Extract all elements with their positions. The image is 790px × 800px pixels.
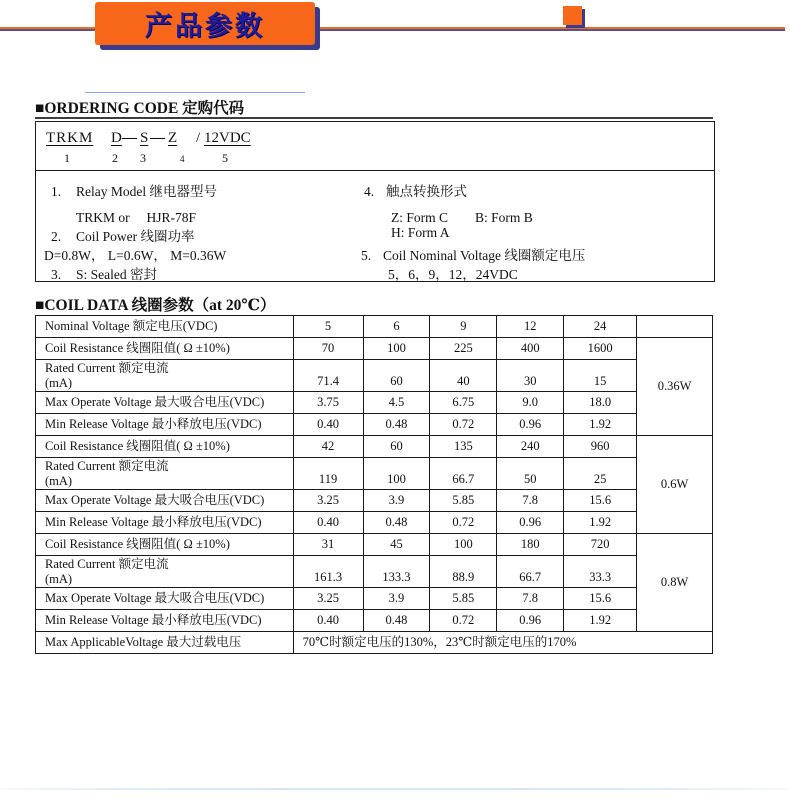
note-text: 5，6，9，12，24VDC: [388, 267, 518, 282]
value-cell: 6.75: [430, 392, 497, 414]
row-label: [36, 458, 294, 490]
note-line: [364, 180, 467, 200]
value-cell: 50: [497, 458, 564, 490]
value-cell: 4.5: [363, 392, 430, 414]
code-dash: —: [122, 130, 137, 146]
value-cell: 9.0: [497, 392, 564, 414]
row-label: Max Operate Voltage 最大吸合电压(VDC): [36, 490, 294, 512]
note-number: 1.: [51, 184, 62, 199]
table-row: [36, 588, 713, 610]
row-label: Coil Resistance 线圈阻值( Ω ±10%): [36, 338, 294, 360]
table-row: [36, 512, 713, 534]
coil-data-heading: ■COIL DATA 线圈参数（at 20℃）: [35, 297, 276, 314]
table-row: [36, 338, 713, 360]
row-label: Coil Resistance 线圈阻值( Ω ±10%): [36, 436, 294, 458]
row-label: Coil Resistance 线圈阻值( Ω ±10%): [36, 534, 294, 556]
value-cell: 3.9: [363, 588, 430, 610]
value-cell: 3.9: [363, 490, 430, 512]
value-cell: 42: [293, 436, 363, 458]
code-index-2: 2: [112, 151, 118, 165]
note-text: Coil Power 线圈功率: [76, 229, 195, 244]
value-cell: 0.40: [293, 512, 363, 534]
value-cell: 3.25: [293, 588, 363, 610]
value-cell: 100: [363, 338, 430, 360]
value-cell: 133.3: [363, 556, 430, 588]
table-row: [36, 490, 713, 512]
code-index-5: 5: [222, 151, 228, 165]
row-label: Max Operate Voltage 最大吸合电压(VDC): [36, 588, 294, 610]
value-cell: 60: [363, 360, 430, 392]
row-label: Min Release Voltage 最小释放电压(VDC): [36, 610, 294, 632]
note-text: Z: Form C B: Form B: [391, 210, 533, 225]
value-cell: 0.96: [497, 610, 564, 632]
code-part-voltage: 12VDC: [204, 130, 251, 146]
value-cell: 40: [430, 360, 497, 392]
table-row: [36, 316, 713, 338]
power-cell: 0.8W: [637, 534, 713, 632]
value-cell: 100: [363, 458, 430, 490]
table-row: [36, 632, 713, 654]
code-part-model: TRKM: [46, 130, 94, 146]
note-text: Relay Model 继电器型号: [76, 184, 217, 199]
note-number: 2.: [51, 229, 62, 244]
value-cell: 66.7: [430, 458, 497, 490]
value-cell: 720: [564, 534, 637, 556]
value-cell: 400: [497, 338, 564, 360]
value-cell: 960: [564, 436, 637, 458]
value-cell: 24: [564, 316, 637, 338]
value-cell: 30: [497, 360, 564, 392]
table-row: [36, 458, 713, 490]
table-row: [36, 436, 713, 458]
table-row: [36, 392, 713, 414]
row-label-line2: (mA): [45, 473, 73, 488]
note-text: TRKM or HJR-78F: [76, 210, 197, 225]
code-part-form: Z: [168, 130, 178, 146]
value-cell: 0.40: [293, 610, 363, 632]
note-text: S: Sealed 密封: [76, 267, 157, 282]
row-label-line1: Rated Current 额定电流: [45, 458, 169, 473]
value-cell: 1.92: [564, 610, 637, 632]
value-cell: 1.92: [564, 512, 637, 534]
value-cell: 15: [564, 360, 637, 392]
note-number: 5.: [361, 248, 372, 263]
code-slash: /: [196, 130, 201, 146]
banner-title: 产品参数: [145, 11, 265, 42]
value-cell: 70: [293, 338, 363, 360]
code-index-1: 1: [64, 151, 70, 165]
table-row: [36, 414, 713, 436]
value-cell: 7.8: [497, 490, 564, 512]
row-label: [36, 360, 294, 392]
row-label: Max ApplicableVoltage 最大过载电压: [36, 632, 294, 654]
value-cell: 1.92: [564, 414, 637, 436]
value-cell: 45: [363, 534, 430, 556]
value-cell: 15.6: [564, 588, 637, 610]
note-text: H: Form A: [391, 225, 450, 240]
value-cell: 0.72: [430, 414, 497, 436]
note-line: [388, 263, 518, 283]
value-cell: 0.48: [363, 512, 430, 534]
code-index-3: 3: [140, 151, 146, 165]
table-row: [36, 360, 713, 392]
value-cell: 0.48: [363, 414, 430, 436]
value-cell: 71.4: [293, 360, 363, 392]
code-index-4: 4: [180, 154, 185, 164]
value-cell: 119: [293, 458, 363, 490]
power-empty-cell: [637, 316, 713, 338]
value-cell: 5.85: [430, 490, 497, 512]
coil-data-table: [35, 315, 713, 654]
value-cell: 5.85: [430, 588, 497, 610]
row-label-line1: Rated Current 额定电流: [45, 556, 169, 571]
note-number: 4.: [364, 184, 375, 199]
code-part-sealed: S: [140, 130, 149, 146]
ordering-heading-underline: [35, 117, 713, 119]
value-cell: 0.40: [293, 414, 363, 436]
value-cell: 66.7: [497, 556, 564, 588]
ordering-code-heading: ■ORDERING CODE 定购代码: [35, 100, 245, 117]
note-line: [51, 180, 217, 200]
row-label: Min Release Voltage 最小释放电压(VDC): [36, 414, 294, 436]
value-cell: 31: [293, 534, 363, 556]
note-line: [51, 225, 195, 245]
table-row: [36, 556, 713, 588]
note-line: [391, 206, 533, 226]
value-cell: 161.3: [293, 556, 363, 588]
value-cell: 60: [363, 436, 430, 458]
value-cell: 7.8: [497, 588, 564, 610]
value-cell: 3.25: [293, 490, 363, 512]
note-number: 3.: [51, 267, 62, 282]
code-part-power: D: [111, 130, 122, 146]
value-cell: 88.9: [430, 556, 497, 588]
row-label: Max Operate Voltage 最大吸合电压(VDC): [36, 392, 294, 414]
value-cell: 240: [497, 436, 564, 458]
value-cell: 3.75: [293, 392, 363, 414]
value-cell: 100: [430, 534, 497, 556]
value-cell: 0.72: [430, 512, 497, 534]
note-text: D=0.8W， L=0.6W， M=0.36W: [44, 248, 227, 263]
row-label-line1: Rated Current 额定电流: [45, 360, 169, 375]
value-cell: 18.0: [564, 392, 637, 414]
table-row: [36, 610, 713, 632]
row-label: Min Release Voltage 最小释放电压(VDC): [36, 512, 294, 534]
value-cell: 0.96: [497, 414, 564, 436]
table-row: [36, 534, 713, 556]
value-cell: 9: [430, 316, 497, 338]
note-line: [44, 244, 226, 264]
note-line: [361, 244, 585, 264]
value-cell: 0.72: [430, 610, 497, 632]
note-line: [76, 206, 196, 226]
note-text: Coil Nominal Voltage 线圈额定电压: [383, 248, 586, 263]
value-cell: 25: [564, 458, 637, 490]
footer-value-cell: 70℃时额定电压的130%，23℃时额定电压的170%: [293, 632, 712, 654]
value-cell: 135: [430, 436, 497, 458]
value-cell: 225: [430, 338, 497, 360]
section-banner: [95, 2, 315, 45]
power-cell: 0.6W: [637, 436, 713, 534]
row-label: Nominal Voltage 额定电压(VDC): [36, 316, 294, 338]
value-cell: 1600: [564, 338, 637, 360]
row-label-line2: (mA): [45, 571, 73, 586]
value-cell: 15.6: [564, 490, 637, 512]
row-label-line2: (mA): [45, 375, 73, 390]
value-cell: 6: [363, 316, 430, 338]
bottom-faint-rule: [0, 788, 790, 790]
value-cell: 0.48: [363, 610, 430, 632]
note-line: [51, 263, 157, 283]
decorative-square-icon: [563, 6, 582, 25]
value-cell: 5: [293, 316, 363, 338]
row-label: [36, 556, 294, 588]
value-cell: 33.3: [564, 556, 637, 588]
code-dash: —: [150, 130, 165, 146]
value-cell: 0.96: [497, 512, 564, 534]
value-cell: 180: [497, 534, 564, 556]
power-cell: 0.36W: [637, 338, 713, 436]
value-cell: 12: [497, 316, 564, 338]
ordering-code-box: [35, 121, 715, 282]
note-line: [391, 225, 450, 241]
note-text: 触点转换形式: [386, 184, 467, 199]
heading-accent-line: [85, 92, 305, 93]
ordering-box-divider: [36, 170, 714, 171]
